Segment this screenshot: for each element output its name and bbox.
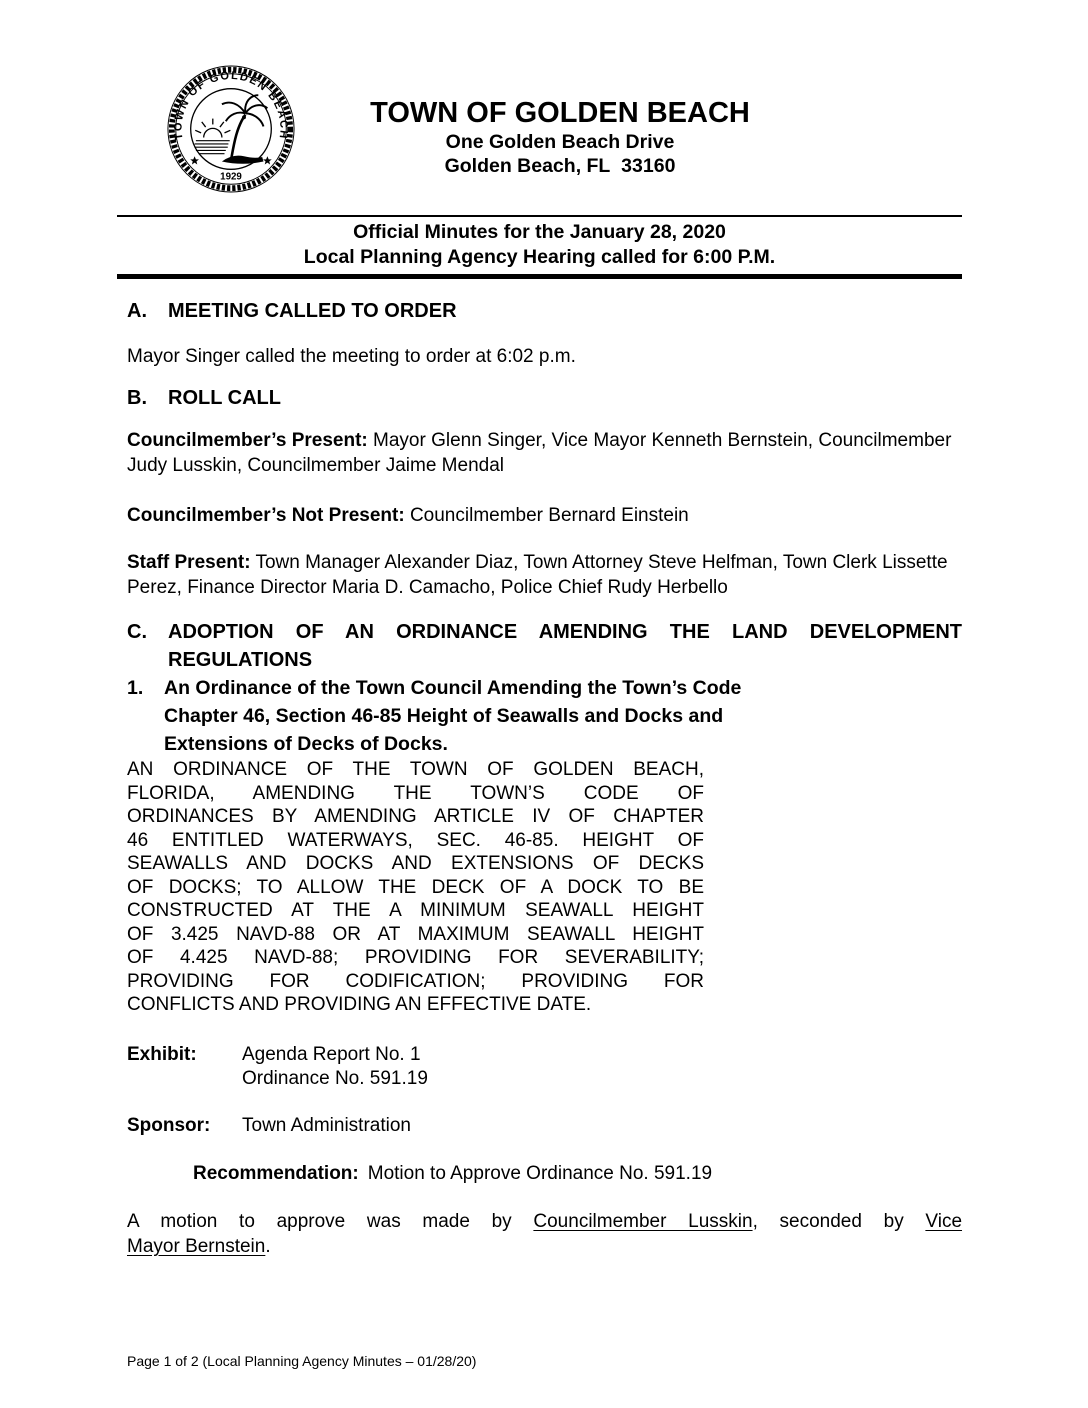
banner-line-1: Official Minutes for the January 28, 2020 [353,221,726,243]
town-seal [166,64,296,194]
section-c-letter: C. [127,621,147,643]
star-icon-right [263,156,272,164]
not-present-paragraph [127,503,962,528]
sponsor-value: Town Administration [242,1114,411,1136]
sponsor-label: Sponsor: [127,1114,211,1136]
item-1-heading [127,674,786,758]
palm-tree-icon [222,95,268,160]
section-a-letter: A. [127,300,147,322]
motion-paragraph [127,1209,962,1260]
recommendation-value: Motion to Approve Ordinance No. 591.19 [367,1162,713,1184]
island-base [222,156,264,164]
sun-icon [195,119,230,138]
section-a-heading [127,299,962,324]
staff-present-text: Town Manager Alexander Diaz, Town Attorney Steve Helfman, Town Clerk Lissette Perez, Finance Director Maria D. Camacho, Police Chief Rudy Herbello [127,552,948,598]
item-1-title: An Ordinance of the Town Council Amending the Town’s Code Chapter 46, Section 46-85 Height of Seawalls and Docks and Extensions of Decks of Docks. [164,677,742,755]
meeting-called-text: Mayor Singer called the meeting to order at 6:02 p.m. [127,346,576,367]
present-paragraph [127,428,962,478]
section-b-title: ROLL CALL [168,387,281,409]
section-b-heading [127,386,962,411]
minutes-banner [117,215,962,279]
org-address-line-2: Golden Beach, FL 33160 [444,155,676,177]
motion-line-1 [127,1209,962,1235]
org-title-block [0,0,1088,178]
section-c-heading [127,618,962,674]
not-present-label: Councilmember’s Not Present: [127,505,405,526]
section-c-title: ADOPTION OF AN ORDINANCE AMENDING THE LAND DEVELOPMENT REGULATIONS [168,621,962,671]
recommendation-label: Recommendation: [193,1162,359,1184]
exhibit-label: Exhibit: [127,1043,197,1065]
org-address-line-1: One Golden Beach Drive [445,131,675,153]
staff-present-paragraph [127,550,962,600]
letterhead [0,0,1088,215]
present-text: Mayor Glenn Singer, Vice Mayor Kenneth Bernstein, Councilmember Judy Lusskin, Councilmember Jaime Mendal [127,430,952,476]
page-footer: Page 1 of 2 (Local Planning Agency Minutes – 01/28/20) [127,1353,477,1369]
present-label: Councilmember’s Present: [127,430,368,451]
seconder-name-part-2: Mayor Bernstein [127,1236,266,1257]
recommendation-row [193,1161,962,1186]
ocean-waves-icon [195,141,230,154]
staff-present-label: Staff Present: [127,552,251,573]
banner-line-2: Local Planning Agency Hearing called for 6:00 P.M. [303,246,776,268]
svg-text:TOWN OF GOLDEN BEACH [172,70,289,141]
minutes-body [127,299,962,1260]
org-title: TOWN OF GOLDEN BEACH [370,97,750,129]
ordinance-summary: AN ORDINANCE OF THE TOWN OF GOLDEN BEACH, FLORIDA, AMENDING THE TOWN’S CODE OF ORDINANCES BY AMENDING ARTICLE IV OF CHAPTER 46 ENTITLED WATERWAYS, SEC. 46-85. HEIGHT OF SEAWALLS AND DOCKS AND EXTENSIONS OF DECKS OF DOCKS; TO ALLOW THE DECK OF A DOCK TO BE CONSTRUCTED AT THE A MINIMUM SEAWALL HEIGHT OF 3.425 NAVD-88 OR AT MAXIMUM SEAWALL HEIGHT OF 4.425 NAVD-88; PROVIDING FOR SEVERABILITY; PROVIDING FOR CODIFICATION; PROVIDING FOR CONFLICTS AND PROVIDING AN EFFECTIVE DATE. [127,759,704,1015]
exhibit-value-1: Agenda Report No. 1 [242,1043,421,1065]
sponsor-row [127,1114,962,1138]
seal-year: 1929 [220,171,242,183]
section-b-letter: B. [127,387,147,409]
motion-text-pre: A motion to approve was made by [127,1210,534,1232]
mover-name: Councilmember Lusskin [533,1210,753,1232]
motion-text-mid: , seconded by [752,1210,926,1232]
motion-line-2 [127,1234,962,1260]
exhibit-value-2: Ordinance No. 591.19 [242,1067,428,1089]
section-a-title: MEETING CALLED TO ORDER [168,300,457,322]
item-1-number: 1. [127,677,144,699]
star-icon-left [190,156,199,164]
not-present-text: Councilmember Bernard Einstein [404,505,689,526]
seconder-name-part-1: Vice [925,1210,963,1232]
seal-ring-text: TOWN OF GOLDEN BEACH [172,69,290,141]
exhibit-row [127,1043,962,1091]
motion-text-end: . [265,1236,271,1257]
